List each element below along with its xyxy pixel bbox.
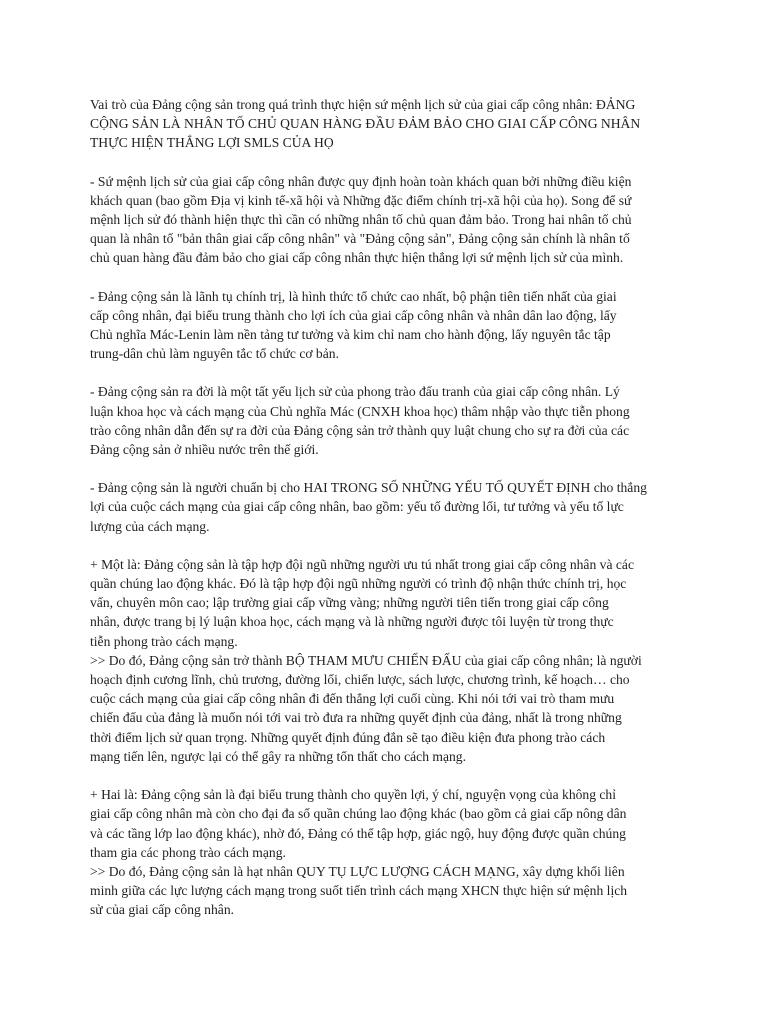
text-line: trào công nhân dẫn đến sự ra đời của Đảng cộng sản trở thành quy luật chung cho sự ra đời của các [90, 422, 630, 438]
text-line: mệnh lịch sử đó thành hiện thực thì cần có những nhân tố chủ quan đảm bảo. Trong hai nhân tố chủ [90, 212, 632, 228]
text-line: mạng tiến lên, ngược lại có thể gây ra những tổn thất cho cách mạng. [90, 748, 466, 764]
text-line: và các tầng lớp lao động khác), nhờ đó, Đảng có thể tập hợp, giác ngộ, huy động được quần chúng [90, 825, 626, 841]
text-line: chiến đấu của đảng là muốn nói tới vai trò đưa ra những quyết định của đảng, nhất là trong những [90, 710, 622, 726]
text-line: khách quan (bao gồm Địa vị kinh tế-xã hội và Những đặc điểm chính trị-xã hội của họ). Song để sứ [90, 192, 632, 208]
paragraph [90, 555, 685, 766]
text-line: minh giữa các lực lượng cách mạng trong suốt tiến trình cách mạng XHCN thực hiện sứ mệnh lịch [90, 883, 628, 899]
text-line: hoạch định cương lĩnh, chủ trương, đường lối, chiến lược, sách lược, chương trình, kế hoạch… cho [90, 672, 630, 688]
paragraph [90, 382, 685, 459]
text-line: THỰC HIỆN THẮNG LỢI SMLS CỦA HỌ [90, 135, 334, 151]
text-line: quan là nhân tố "bản thân giai cấp công nhân" và "Đảng cộng sản", Đảng cộng sản chính là nhân tố [90, 231, 630, 247]
paragraph-title [90, 95, 685, 153]
text-line: sử của giai cấp công nhân. [90, 902, 235, 918]
paragraph [90, 478, 685, 536]
text-line: - Sứ mệnh lịch sử của giai cấp công nhân được quy định hoàn toàn khách quan bởi những điều kiện [90, 173, 632, 189]
text-line: cấp công nhân, đại biểu trung thành cho lợi ích của giai cấp công nhân và nhân dân lao động, lấy [90, 307, 617, 323]
text-line: tiễn phong trào cách mạng. [90, 633, 238, 649]
paragraph [90, 287, 685, 364]
paragraph [90, 785, 685, 919]
text-line: giai cấp công nhân mà còn cho đại đa số quần chúng lao động khác (bao gồm cả giai cấp nông dân [90, 806, 627, 822]
text-line: - Đảng cộng sản là lãnh tụ chính trị, là hình thức tổ chức cao nhất, bộ phận tiên tiến nhất của giai [90, 288, 617, 304]
document-page [90, 95, 685, 920]
text-line: >> Do đó, Đảng cộng sản là hạt nhân QUY TỤ LỰC LƯỢNG CÁCH MẠNG, xây dựng khối liên [90, 863, 625, 879]
text-line: lượng của cách mạng. [90, 518, 210, 534]
text-line: thời điểm lịch sử quan trọng. Những quyết định đúng đắn sẽ tạo điều kiện đưa phong trào cách [90, 729, 606, 745]
text-line: tham gia các phong trào cách mạng. [90, 844, 286, 860]
text-line: luận khoa học và cách mạng của Chủ nghĩa Mác (CNXH khoa học) thâm nhập vào thực tiễn phong [90, 403, 630, 419]
text-line: Chủ nghĩa Mác-Lenin làm nền tảng tư tưởng và kim chỉ nam cho hành động, lấy nguyên tắc tập [90, 327, 611, 343]
text-line: + Hai là: Đảng cộng sản là đại biểu trung thành cho quyền lợi, ý chí, nguyện vọng của không chỉ [90, 787, 617, 803]
text-line: trung-dân chủ làm nguyên tắc tổ chức cơ bản. [90, 346, 339, 362]
text-line: lợi của cuộc cách mạng của giai cấp công nhân, bao gồm: yếu tố đường lối, tư tưởng và yếu tố lực [90, 499, 624, 515]
text-line: Đảng cộng sản ở nhiều nước trên thế giới. [90, 442, 319, 458]
text-line: - Đảng cộng sản là người chuẩn bị cho HAI TRONG SỐ NHỮNG YẾU TỐ QUYẾT ĐỊNH cho thắng [90, 480, 647, 496]
text-line: vấn, chuyên môn cao; lập trường giai cấp vững vàng; những người tiên tiến trong giai cấp công [90, 595, 609, 611]
paragraph [90, 172, 685, 268]
text-line: + Một là: Đảng cộng sản là tập hợp đội ngũ những người ưu tú nhất trong giai cấp công nhân và các [90, 556, 634, 572]
text-line: nhân, được trang bị lý luận khoa học, cách mạng và là những người được tôi luyện từ trong thực [90, 614, 614, 630]
text-line: - Đảng cộng sản ra đời là một tất yếu lịch sử của phong trào đấu tranh của giai cấp công nhân. Lý [90, 384, 620, 400]
text-line: cuộc cách mạng của giai cấp công nhân đi đến thắng lợi cuối cùng. Khi nói tới vai trò tham mưu [90, 691, 615, 707]
text-line: CỘNG SẢN LÀ NHÂN TỐ CHỦ QUAN HÀNG ĐẦU ĐẢM BẢO CHO GIAI CẤP CÔNG NHÂN [90, 116, 641, 132]
text-line: Vai trò của Đảng cộng sản trong quá trình thực hiện sứ mệnh lịch sử của giai cấp công nhân: ĐẢNG [90, 97, 636, 112]
text-line: >> Do đó, Đảng cộng sản trở thành BỘ THAM MƯU CHIẾN ĐẤU của giai cấp công nhân; là người [90, 652, 642, 668]
text-line: quần chúng lao động khác. Đó là tập hợp đội ngũ những người có trình độ nhận thức chính trị, học [90, 576, 627, 592]
text-line: chủ quan hàng đầu đảm bảo cho giai cấp công nhân thực hiện thắng lợi sứ mệnh lịch sử của mình. [90, 250, 624, 266]
